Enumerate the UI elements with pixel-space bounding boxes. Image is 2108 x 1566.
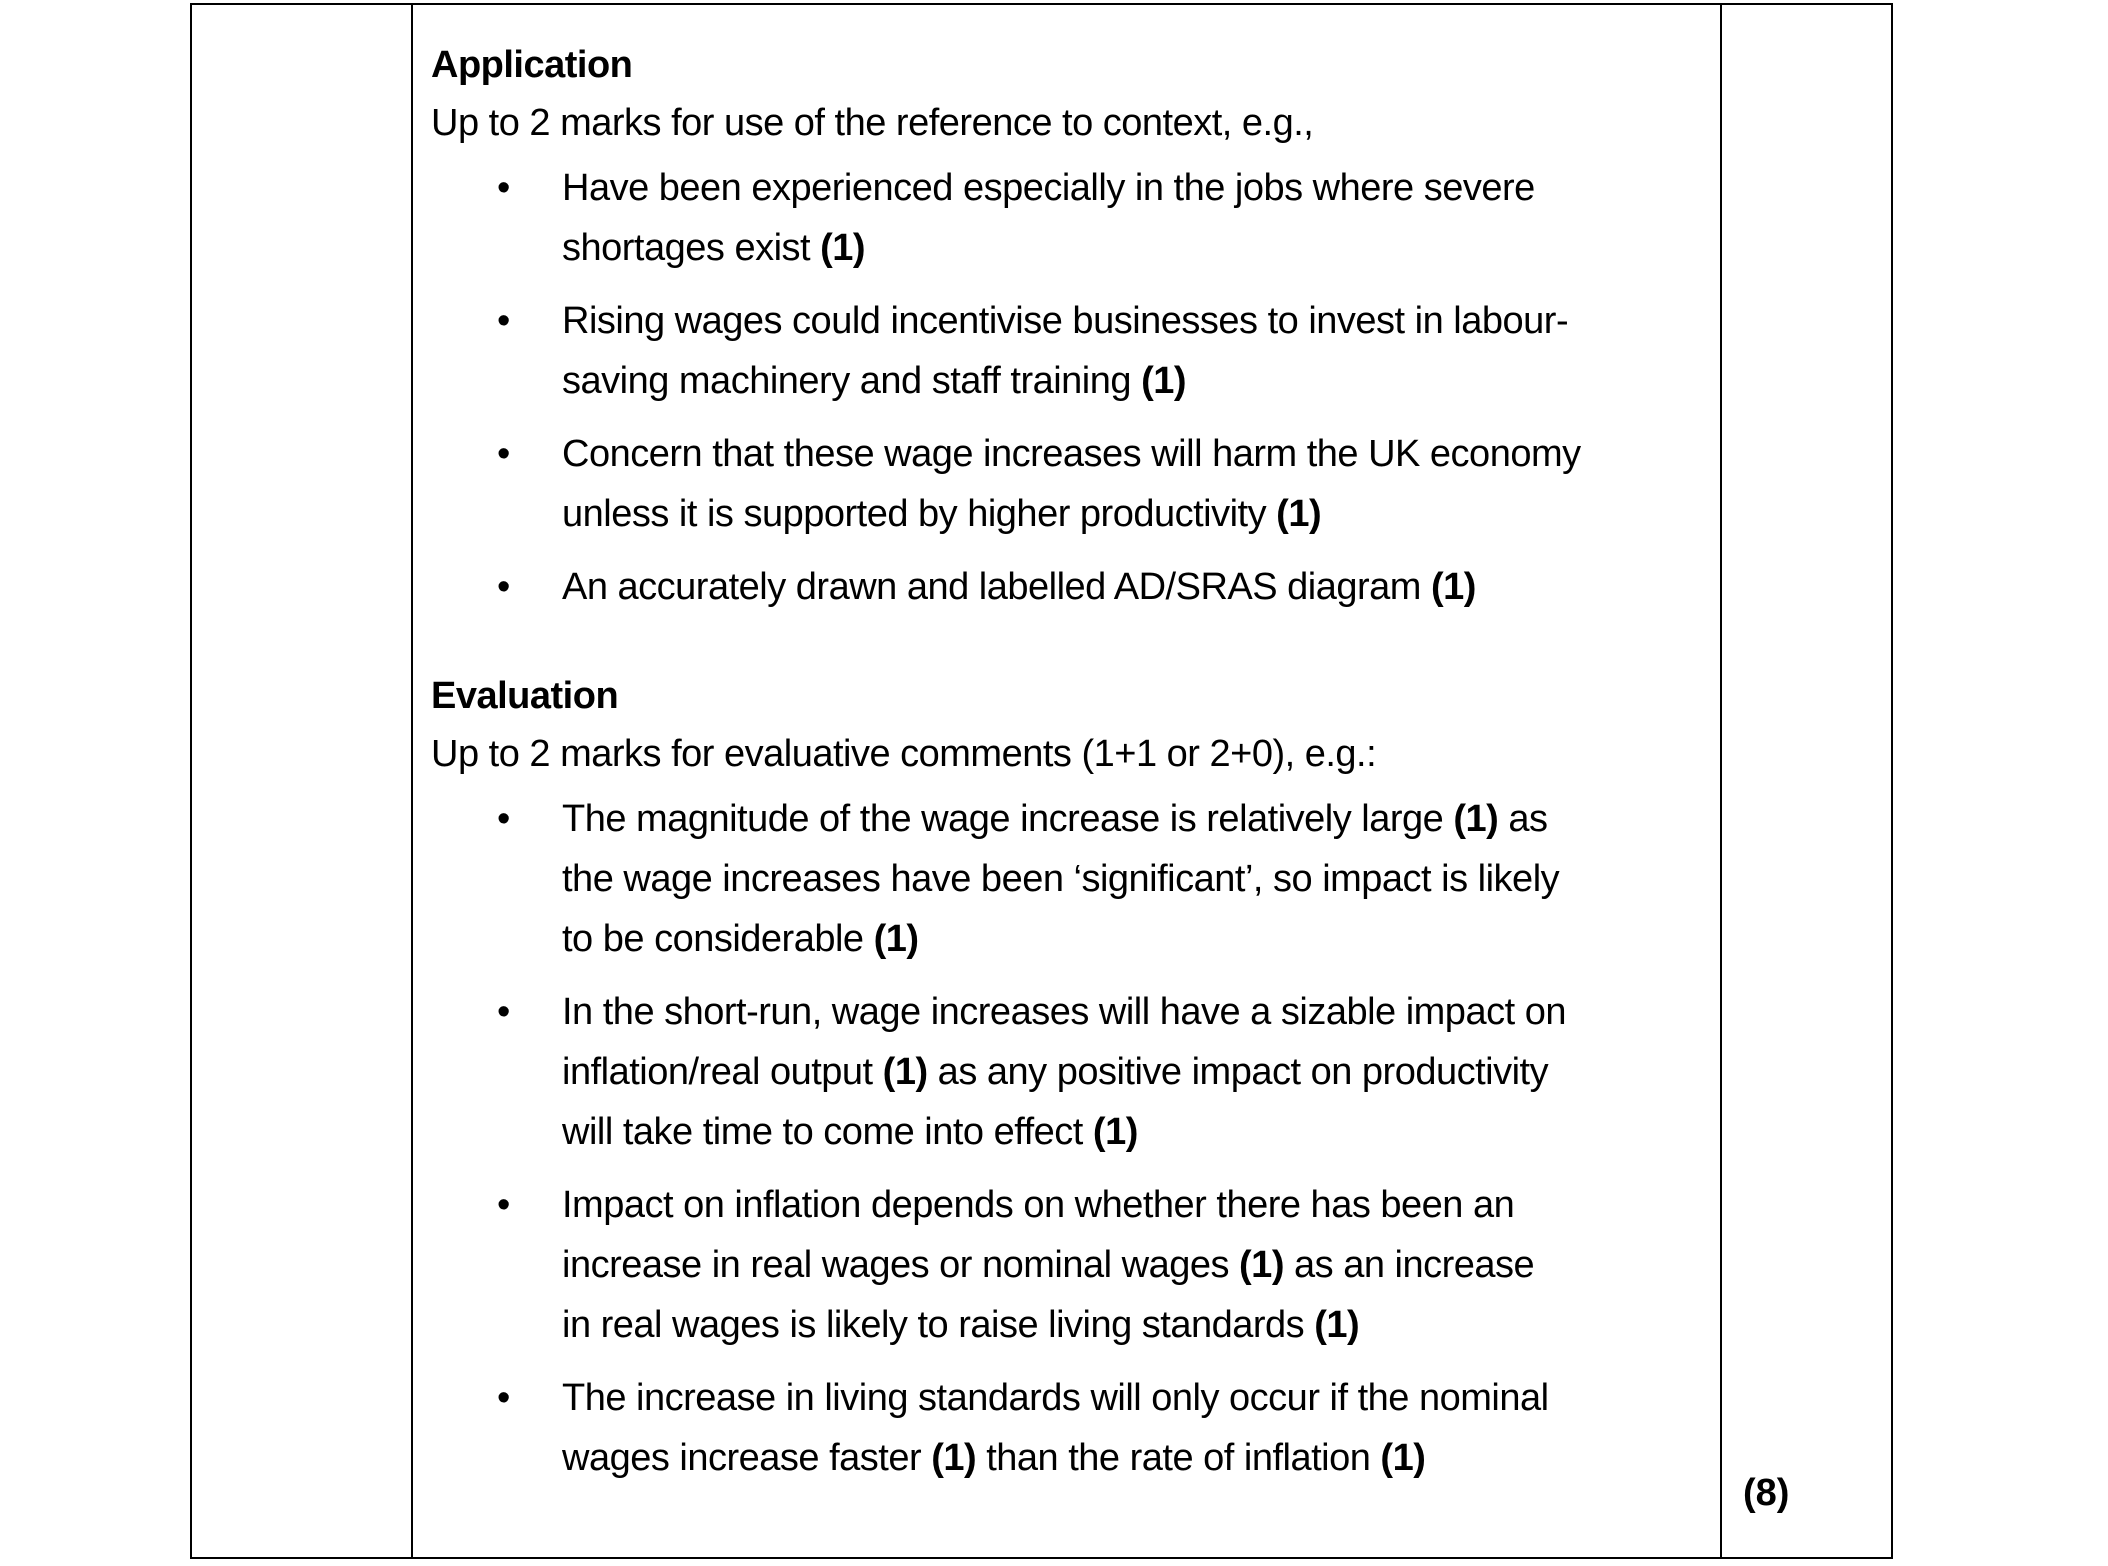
bullet-text: [562, 291, 1720, 411]
bullet-item: [431, 982, 1720, 1162]
mark-point-value: (1): [1276, 493, 1322, 535]
section-heading: Evaluation: [431, 675, 619, 717]
bullet-item: [431, 158, 1720, 278]
mark-point-value: (1): [882, 1051, 928, 1093]
marks-cell: [1722, 5, 1891, 1557]
bullet-icon: •: [497, 433, 510, 475]
mark-point-value: (1): [1314, 1304, 1360, 1346]
bullet-icon: •: [497, 300, 510, 342]
bullet-icon: •: [497, 991, 510, 1033]
bullet-line: in real wages is likely to raise living standards (1): [562, 1304, 1360, 1346]
bullet-line: Impact on inflation depends on whether there has been an: [562, 1184, 1515, 1226]
bullet-line: shortages exist (1): [562, 227, 866, 269]
bullet-item: [431, 291, 1720, 411]
mark-point-value: (1): [1239, 1244, 1284, 1286]
mark-point-value: (1): [1092, 1111, 1138, 1153]
bullet-line: inflation/real output (1) as any positive impact on productivity: [562, 1051, 1549, 1093]
bullet-item: [431, 1368, 1720, 1488]
bullet-line: saving machinery and staff training (1): [562, 360, 1187, 402]
bullet-text: [562, 789, 1720, 969]
mark-scheme-table: [190, 3, 1893, 1559]
bullet-item: [431, 557, 1720, 617]
bullet-text: [562, 424, 1720, 544]
mark-point-value: (1): [1453, 798, 1499, 840]
bullet-icon: •: [497, 798, 510, 840]
bullet-line: to be considerable (1): [562, 918, 919, 960]
bullet-icon: •: [497, 167, 510, 209]
bullet-line: An accurately drawn and labelled AD/SRAS diagram (1): [562, 566, 1476, 608]
bullet-line: wages increase faster (1) than the rate of inflation (1): [562, 1437, 1426, 1479]
bullet-line: The increase in living standards will only occur if the nominal: [562, 1377, 1549, 1419]
marks-value: (8): [1743, 1472, 1790, 1514]
mark-point-value: (1): [931, 1437, 977, 1479]
bullet-icon: •: [497, 1377, 510, 1419]
bullet-line: the wage increases have been ‘significant’, so impact is likely: [562, 858, 1560, 900]
mark-point-value: (1): [1380, 1437, 1426, 1479]
bullet-line: Have been experienced especially in the jobs where severe: [562, 167, 1535, 209]
bullet-list: [431, 789, 1720, 1488]
bullet-line: Rising wages could incentivise businesses to invest in labour-: [562, 300, 1569, 342]
answer-content-cell: [413, 5, 1722, 1557]
bullet-text: [562, 158, 1720, 278]
bullet-item: [431, 424, 1720, 544]
bullet-icon: •: [497, 1184, 510, 1226]
question-number-cell: [192, 5, 413, 1557]
bullet-line: increase in real wages or nominal wages (1) as an increase: [562, 1244, 1535, 1286]
bullet-line: The magnitude of the wage increase is relatively large (1) as: [562, 798, 1548, 840]
mark-point-value: (1): [873, 918, 919, 960]
mark-scheme-section: [431, 36, 1720, 617]
bullet-list: [431, 158, 1720, 617]
bullet-line: will take time to come into effect (1): [562, 1111, 1138, 1153]
bullet-item: [431, 1175, 1720, 1355]
mark-point-value: (1): [1141, 360, 1187, 402]
section-intro: Up to 2 marks for evaluative comments (1+1 or 2+0), e.g.:: [431, 733, 1377, 775]
bullet-icon: •: [497, 566, 510, 608]
mark-point-value: (1): [820, 227, 866, 269]
mark-scheme-section: [431, 667, 1720, 1488]
section-intro: Up to 2 marks for use of the reference to context, e.g.,: [431, 102, 1314, 144]
section-heading: Application: [431, 44, 633, 86]
bullet-text: [562, 1368, 1720, 1488]
bullet-item: [431, 789, 1720, 969]
bullet-text: [562, 557, 1720, 617]
bullet-line: In the short-run, wage increases will have a sizable impact on: [562, 991, 1566, 1033]
mark-point-value: (1): [1430, 566, 1476, 608]
bullet-line: Concern that these wage increases will harm the UK economy: [562, 433, 1581, 475]
bullet-text: [562, 1175, 1720, 1355]
bullet-text: [562, 982, 1720, 1162]
bullet-line: unless it is supported by higher productivity (1): [562, 493, 1322, 535]
